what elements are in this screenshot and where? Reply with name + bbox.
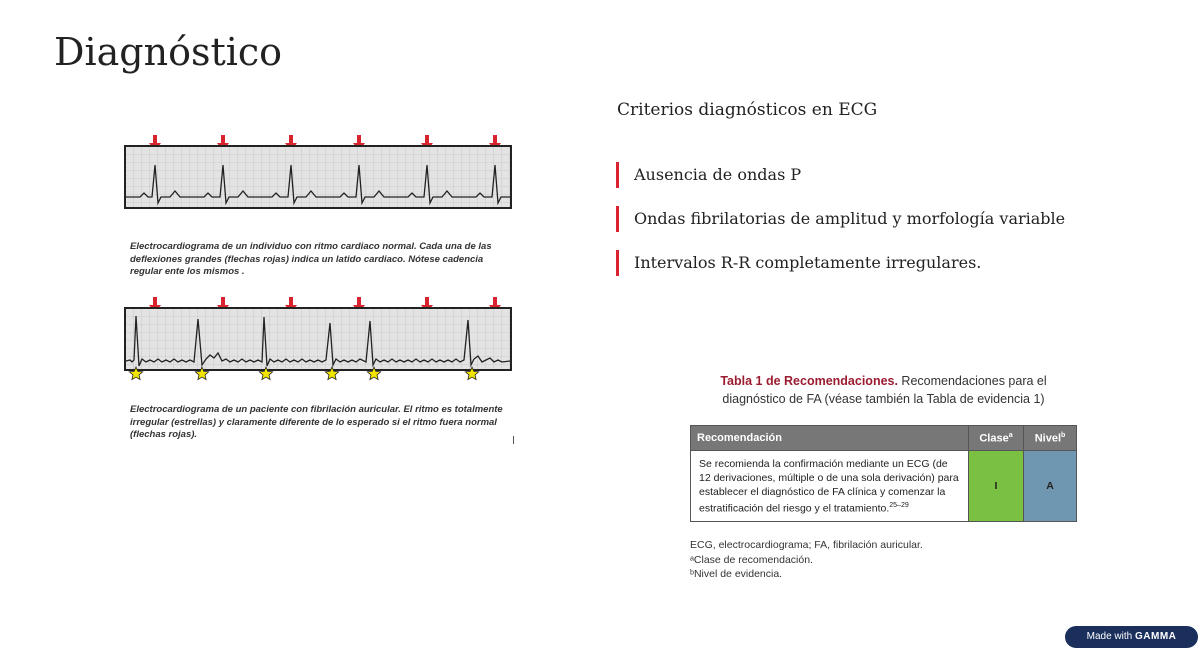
header-clase: Clase$^a$: [969, 426, 1024, 451]
recommendations-panel: [687, 368, 1080, 583]
table-row: [691, 451, 1077, 522]
nivel-value: A: [1024, 451, 1077, 522]
clase-value: I: [969, 451, 1024, 522]
table-title-bold: Tabla 1 de Recomendaciones.: [720, 374, 898, 388]
criterion-item: Ondas fibrilatorias de amplitud y morfología variable: [616, 206, 1065, 232]
ecg-normal-caption: Electrocardiograma de un individuo con ritmo cardiaco normal. Cada una de las deflexiones grandes (flechas rojas) indica un latido cardiaco. Nótese cadencia regular ente los mismos .: [130, 241, 492, 277]
criterion-item: Ausencia de ondas P: [616, 162, 801, 188]
ecg-af-caption: Electrocardiograma de un paciente con fibrilación auricular. El ritmo es totalmente irregular (estrellas) y claramente diferente de lo esperado si el ritmo fuera normal (flechas rojas).: [130, 404, 503, 440]
gamma-logo: GAMMA: [1134, 631, 1177, 642]
table-footnotes: [690, 538, 923, 582]
criteria-heading: Criterios diagnósticos en ECG: [617, 100, 878, 120]
ecg-normal-trace: [126, 147, 510, 207]
ecg-af-trace: [126, 309, 510, 385]
recommendation-text: Se recomienda la confirmación mediante un ECG (de 12 derivaciones, múltiple o de una sola derivación) para establecer el diagnóstico de FA clínica y comenzar la estratificación del riesgo y el tratamiento.$^{25-29}$: [691, 451, 969, 522]
footnote: ECG, electrocardiograma; FA, fibrilación auricular.: [690, 539, 923, 551]
page-title: Diagnóstico: [54, 30, 283, 74]
footnote: ᵇNivel de evidencia.: [690, 568, 783, 580]
table-title-rest: Recomendaciones para el diagnóstico de FA (véase también la Tabla de evidencia 1): [722, 374, 1047, 406]
table-title: [687, 372, 1080, 408]
recommendations-table: [690, 425, 1077, 522]
made-with-gamma-badge[interactable]: Made with GAMMA: [1065, 626, 1198, 648]
footnote: ᵃClase de recomendación.: [690, 553, 813, 566]
criterion-item: Intervalos R-R completamente irregulares.: [616, 250, 981, 276]
header-nivel: Nivel$^b$: [1024, 426, 1077, 451]
ecg-af-strip: [124, 307, 512, 371]
header-recomendacion: Recomendación: [691, 426, 969, 451]
divider-mark: [513, 436, 514, 444]
ecg-normal-strip: [124, 145, 512, 209]
